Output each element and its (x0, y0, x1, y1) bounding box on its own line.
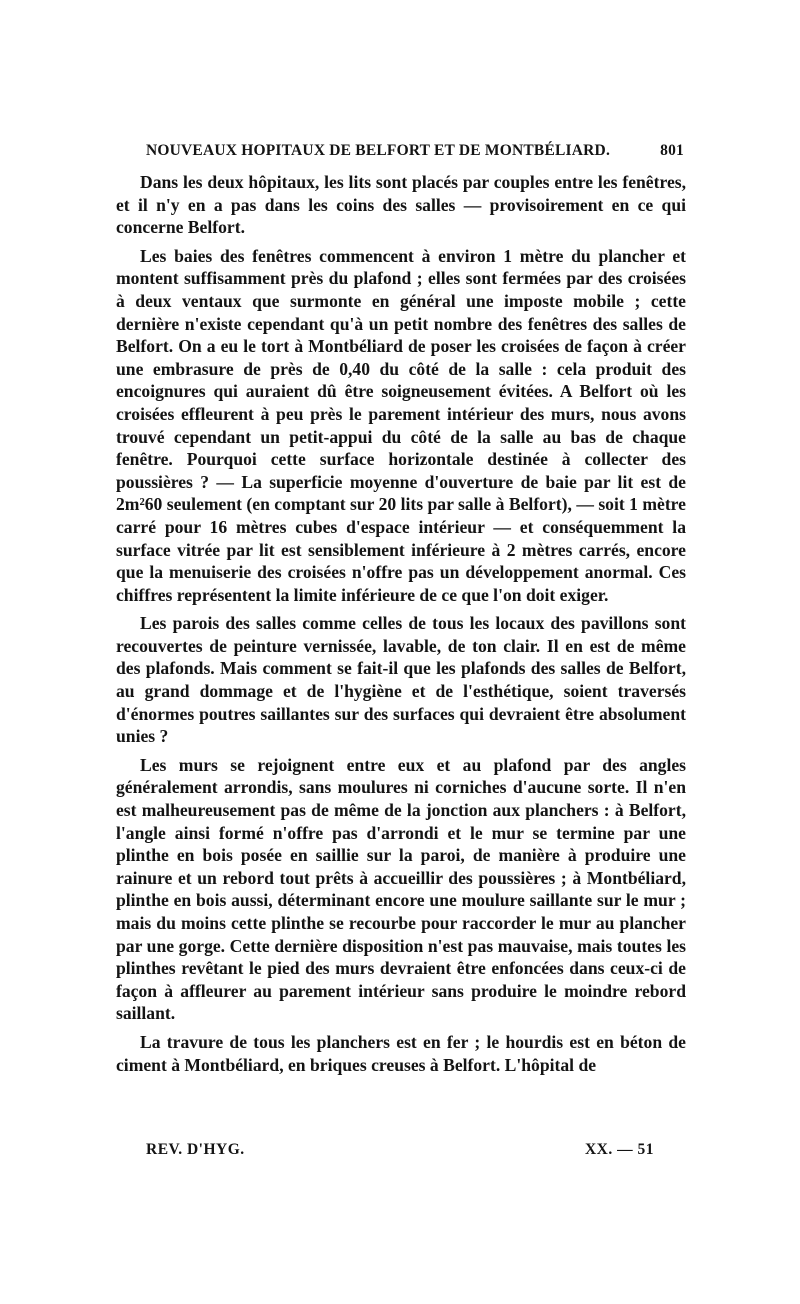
signature-mark: XX. — 51 (584, 1141, 654, 1158)
paragraph-lits: Dans les deux hôpitaux, les lits sont placés par couples entre les fenêtres, et il n'y en a pas dans les coins des salles — provisoirement en ce qui concerne Belfort. (116, 172, 686, 238)
journal-abbreviation: REV. D'HYG. (146, 1141, 245, 1158)
running-title: NOUVEAUX HOPITAUX DE BELFORT ET DE MONTBÉLIARD. (146, 142, 611, 159)
running-header (146, 142, 684, 164)
paragraph-fenetres: Les baies des fenêtres commencent à environ 1 mètre du plancher et montent suffisamment près du plafond ; elles sont fermées par des croisées à deux ventaux que surmonte en général une imposte mobile ; cette dernière n'existe cependant qu'à un petit nombre des fenêtres des salles de Belfort. On a eu le tort à Montbéliard de poser les croisées de façon à créer une embrasure de près de 0,40 du côté de la salle : cela produit des encoignures qui auraient dû être soigneusement évitées. A Belfort où les croisées effleurent à peu près le parement intérieur des murs, nous avons trouvé cependant un petit-appui du côté de la salle au bas de chaque fenêtre. Pourquoi cette surface horizontale destinée à collecter des poussières ? — La superficie moyenne d'ouverture de baie par lit est de 2m²60 seulement (en comptant sur 20 lits par salle à Belfort), — soit 1 mètre carré pour 16 mètres cubes d'espace intérieur — et conséquemment la surface vitrée par lit est sensiblement inférieure à 2 mètres carrés, encore que la menuiserie des croisées n'offre pas un développement anormal. Ces chiffres représentent la limite inférieure de ce que l'on doit exiger. (116, 245, 686, 605)
page-number: 801 (660, 142, 684, 159)
page-footer (146, 1141, 654, 1163)
paragraph-parois: Les parois des salles comme celles de tous les locaux des pavillons sont recouvertes de peinture vernissée, lavable, de ton clair. Il en est de même des plafonds. Mais comment se fait-il que les plafonds des salles de Belfort, au grand dommage et de l'hygiène et de l'esthétique, soient traversés d'énormes poutres saillantes sur des surfaces qui devraient être absolument unies ? (116, 613, 686, 747)
body-text (116, 171, 686, 1082)
paragraph-planchers: La travure de tous les planchers est en fer ; le hourdis est en béton de ciment à Montbéliard, en briques creuses à Belfort. L'hôpital de (116, 1031, 686, 1075)
paragraph-murs: Les murs se rejoignent entre eux et au plafond par des angles généralement arrondis, sans moulures ni corniches d'aucune sorte. Il n'en est malheureusement pas de même de la jonction aux planchers : à Belfort, l'angle ainsi formé n'offre pas d'arrondi et le mur se termine par une plinthe en bois posée en saillie sur la paroi, de manière à produire une rainure et un rebord tout prêts à accueillir des poussières ; à Montbéliard, plinthe en bois aussi, déterminant encore une moulure saillante sur le mur ; mais du moins cette plinthe se recourbe pour raccorder le mur au plancher par une gorge. Cette dernière disposition n'est pas mauvaise, mais toutes les plinthes revêtant le pied des murs devraient être enfoncées dans ceux-ci de façon à affleurer au parement intérieur sans produire le moindre rebord saillant. (116, 754, 686, 1024)
